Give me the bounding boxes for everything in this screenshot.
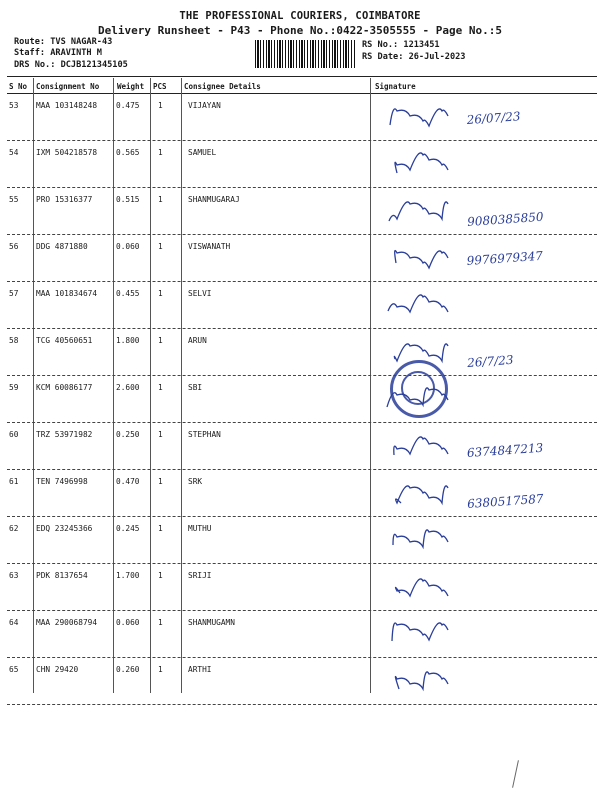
cell-consignee: VIJAYAN	[188, 101, 221, 110]
signature-cell	[367, 141, 597, 188]
signature-handwriting: 26/7/23	[466, 352, 514, 370]
col-header-consignee: Consignee Details	[184, 82, 261, 91]
table-row	[7, 376, 597, 423]
table-row	[7, 470, 597, 517]
signature-cell	[367, 94, 597, 141]
table-row	[7, 141, 597, 188]
col-header-signature: Signature	[375, 82, 416, 91]
table-row	[7, 94, 597, 141]
delivery-stamp	[390, 360, 448, 418]
cell-consignment: PDK 8137654	[36, 571, 88, 580]
cell-consignment: DDG 4871880	[36, 242, 88, 251]
cell-weight: 0.260	[116, 665, 140, 674]
col-header-pcs: PCS	[153, 82, 167, 91]
signature-handwriting: 9080385850	[466, 209, 544, 229]
drs-label: DRS No.: DCJB121345105	[14, 60, 128, 70]
table-row	[7, 611, 597, 658]
cell-consignment: PRO 15316377	[36, 195, 93, 204]
cell-pcs: 1	[158, 524, 163, 533]
cell-weight: 1.800	[116, 336, 140, 345]
cell-consignee: VISWANATH	[188, 242, 231, 251]
cell-weight: 1.700	[116, 571, 140, 580]
cell-weight: 0.245	[116, 524, 140, 533]
col-header-sno: S No	[9, 82, 28, 91]
cell-sno: 54	[9, 148, 19, 157]
signature-handwriting: 26/07/23	[466, 109, 521, 127]
cell-consignment: TRZ 53971982	[36, 430, 93, 439]
cell-consignee: SRK	[188, 477, 203, 486]
cell-sno: 65	[9, 665, 19, 674]
signature-cell	[367, 658, 597, 705]
cell-sno: 61	[9, 477, 19, 486]
cell-consignee: SELVI	[188, 289, 212, 298]
cell-consignee: ARUN	[188, 336, 207, 345]
col-header-consignment: Consignment No	[36, 82, 100, 91]
cell-pcs: 1	[158, 336, 163, 345]
cell-sno: 53	[9, 101, 19, 110]
cell-weight: 0.515	[116, 195, 140, 204]
cell-consignment: TCG 40560651	[36, 336, 93, 345]
table-row	[7, 658, 597, 705]
cell-consignee: SRIJI	[188, 571, 212, 580]
cell-weight: 0.060	[116, 618, 140, 627]
signature-cell	[367, 282, 597, 329]
cell-sno: 60	[9, 430, 19, 439]
rs-number: RS No.: 1213451	[362, 40, 440, 50]
runsheet-subtitle: Delivery Runsheet - P43 - Phone No.:0422-3505555 - Page No.:5	[98, 24, 502, 37]
cell-sno: 64	[9, 618, 19, 627]
cell-sno: 55	[9, 195, 19, 204]
table-row	[7, 423, 597, 470]
table-row	[7, 235, 597, 282]
cell-sno: 58	[9, 336, 19, 345]
signature-cell	[367, 423, 597, 470]
cell-sno: 59	[9, 383, 19, 392]
route-label: Route: TVS NAGAR-43	[14, 37, 113, 47]
company-title: THE PROFESSIONAL COURIERS, COIMBATORE	[179, 10, 421, 22]
table-row	[7, 517, 597, 564]
signature-handwriting: 6380517587	[466, 491, 544, 511]
cell-consignee: SBI	[188, 383, 203, 392]
cell-weight: 2.600	[116, 383, 140, 392]
cell-consignee: SHANMUGARAJ	[188, 195, 240, 204]
cell-pcs: 1	[158, 148, 163, 157]
cell-consignment: CHN 29420	[36, 665, 79, 674]
pen-mark	[512, 760, 519, 788]
cell-weight: 0.565	[116, 148, 140, 157]
barcode	[255, 40, 355, 68]
cell-pcs: 1	[158, 383, 163, 392]
cell-weight: 0.470	[116, 477, 140, 486]
cell-sno: 63	[9, 571, 19, 580]
signature-cell	[367, 564, 597, 611]
cell-pcs: 1	[158, 101, 163, 110]
cell-consignee: SHANMUGAMN	[188, 618, 235, 627]
cell-pcs: 1	[158, 665, 163, 674]
cell-consignment: MAA 101834674	[36, 289, 98, 298]
table-row	[7, 282, 597, 329]
cell-sno: 62	[9, 524, 19, 533]
table-row	[7, 188, 597, 235]
cell-pcs: 1	[158, 618, 163, 627]
signature-cell	[367, 611, 597, 658]
header-rule-top	[7, 76, 597, 77]
cell-consignment: EDQ 23245366	[36, 524, 93, 533]
cell-sno: 56	[9, 242, 19, 251]
cell-consignment: IXM 504218578	[36, 148, 98, 157]
cell-consignee: MUTHU	[188, 524, 212, 533]
cell-consignee: STEPHAN	[188, 430, 221, 439]
signature-handwriting: 9976979347	[466, 248, 544, 268]
signature-cell	[367, 235, 597, 282]
row-divider	[7, 704, 597, 705]
cell-consignment: MAA 290068794	[36, 618, 98, 627]
staff-label: Staff: ARAVINTH M	[14, 48, 102, 58]
cell-consignment: TEN 7496998	[36, 477, 88, 486]
cell-weight: 0.455	[116, 289, 140, 298]
col-header-weight: Weight	[117, 82, 145, 91]
cell-pcs: 1	[158, 477, 163, 486]
cell-consignee: ARTHI	[188, 665, 212, 674]
cell-weight: 0.475	[116, 101, 140, 110]
cell-pcs: 1	[158, 430, 163, 439]
cell-pcs: 1	[158, 289, 163, 298]
signature-cell	[367, 470, 597, 517]
rs-date: RS Date: 26-Jul-2023	[362, 52, 466, 62]
cell-consignee: SAMUEL	[188, 148, 217, 157]
cell-consignment: KCM 60086177	[36, 383, 93, 392]
table-row	[7, 564, 597, 611]
signature-cell	[367, 517, 597, 564]
cell-pcs: 1	[158, 571, 163, 580]
table-row	[7, 329, 597, 376]
cell-sno: 57	[9, 289, 19, 298]
signature-cell	[367, 188, 597, 235]
cell-pcs: 1	[158, 195, 163, 204]
cell-consignment: MAA 103148248	[36, 101, 98, 110]
signature-handwriting: 6374847213	[466, 440, 544, 460]
cell-pcs: 1	[158, 242, 163, 251]
cell-weight: 0.060	[116, 242, 140, 251]
cell-weight: 0.250	[116, 430, 140, 439]
